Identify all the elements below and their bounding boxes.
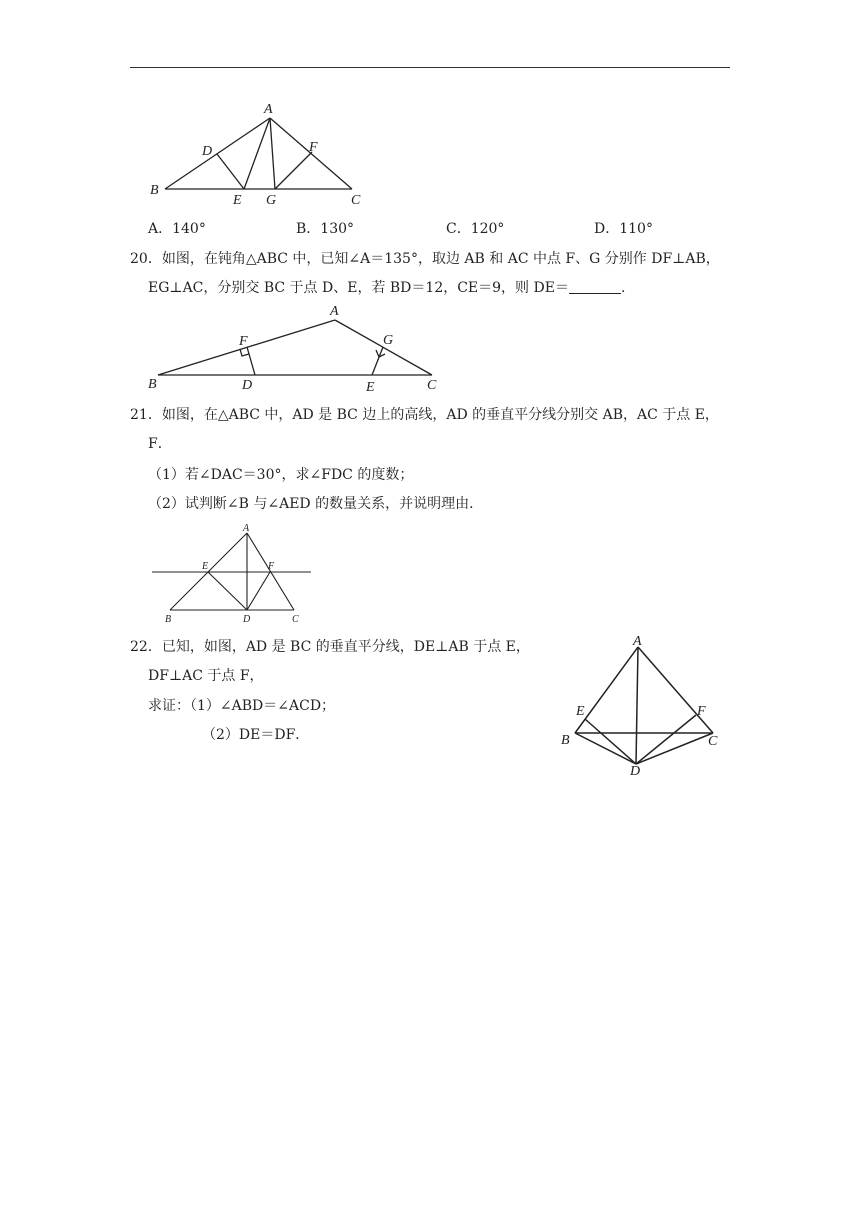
q22-part1: 求证：（1）∠ABD＝∠ACD； [148, 698, 336, 714]
q21-text-line2: F． [148, 436, 172, 452]
q21-label-b: B [165, 614, 172, 625]
q19-option-a: A．140° [148, 221, 206, 237]
q19-label-e: E [233, 193, 242, 208]
q19-figure [140, 100, 370, 216]
q19-label-d: D [202, 144, 213, 159]
q20-label-g: G [383, 333, 394, 348]
q20-label-c: C [427, 378, 437, 393]
q21-label-a: A [243, 523, 250, 534]
q22-part2: （2）DE＝DF． [202, 727, 310, 743]
q21-part2: （2）试判断∠B 与∠AED 的数量关系，并说明理由． [148, 496, 484, 512]
q21-label-f: F [268, 561, 275, 572]
header-rule [130, 67, 730, 68]
q22-label-a: A [633, 634, 642, 649]
q21-label-d: D [243, 614, 251, 625]
q22-text-line2: DF⊥AC 于点 F， [148, 668, 264, 684]
q21-label-c: C [292, 614, 299, 625]
q22-label-f: F [697, 704, 706, 719]
q20-label-b: B [148, 377, 157, 392]
q22-text-line1: 22．已知，如图，AD 是 BC 的垂直平分线，DE⊥AB 于点 E， [130, 639, 530, 655]
q22-figure [555, 630, 730, 784]
q21-figure [148, 522, 318, 630]
q19-label-a: A [264, 102, 273, 117]
q20-text-line2 [148, 278, 625, 298]
q20-text-line1: 20．如图，在钝角△ABC 中，已知∠A＝135°，取边 AB 和 AC 中点 F、G 分别作 DF⊥AB， [130, 251, 720, 267]
q19-label-f: F [309, 140, 318, 155]
q22-label-b: B [561, 733, 570, 748]
q21-text-line1: 21．如图，在△ABC 中，AD 是 BC 边上的高线，AD 的垂直平分线分别交 AB，AC 于点 E， [130, 407, 719, 423]
q22-label-c: C [708, 734, 718, 749]
q20-figure [140, 300, 450, 399]
q19-option-b: B．130° [296, 221, 355, 237]
q20-text-line2-suffix: . [620, 280, 626, 296]
q19-option-c: C．120° [446, 221, 505, 237]
q19-label-g: G [266, 193, 277, 208]
q20-label-e: E [366, 380, 375, 395]
q19-label-b: B [150, 183, 159, 198]
q20-label-d: D [242, 378, 253, 393]
q20-label-f: F [239, 334, 248, 349]
q22-label-e: E [576, 704, 585, 719]
q21-part1: （1）若∠DAC＝30°，求∠FDC 的度数； [148, 467, 414, 483]
q21-label-e: E [202, 561, 209, 572]
q20-answer-blank [569, 279, 621, 294]
q19-label-c: C [351, 193, 361, 208]
q20-text-line2-prefix: EG⊥AC，分别交 BC 于点 D、E，若 BD＝12，CE＝9，则 DE＝ [148, 280, 569, 296]
q20-label-a: A [330, 304, 339, 319]
q19-option-d: D．110° [594, 221, 653, 237]
q22-label-d: D [630, 764, 641, 779]
